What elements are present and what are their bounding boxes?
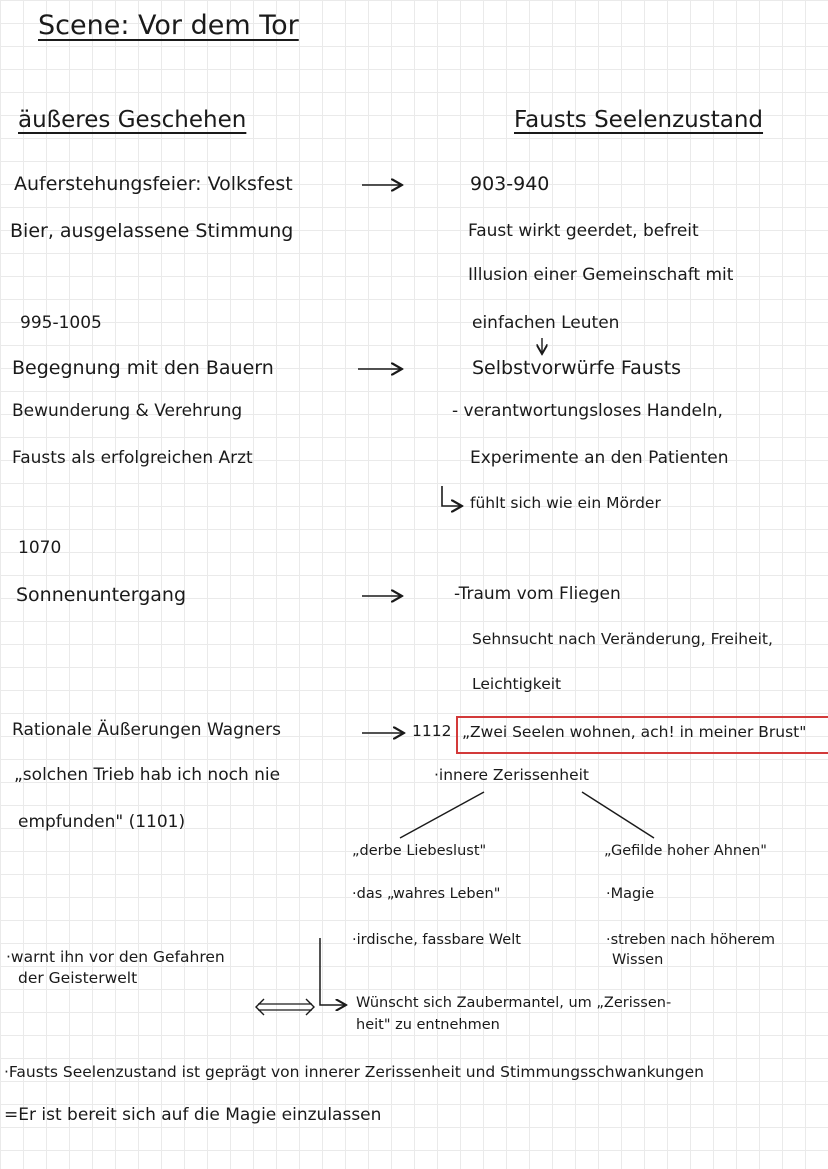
arrow-bent-right-icon (442, 486, 462, 506)
wish-line-2: heit" zu entnehmen (356, 1017, 500, 1033)
right-line-10: Sehnsucht nach Veränderung, Freiheit, (472, 630, 773, 648)
branch-lines (400, 792, 654, 838)
branch-left-3: ·irdische, fassbare Welt (352, 932, 521, 948)
heading-right: Fausts Seelenzustand (514, 107, 764, 133)
branch-right-3: ·streben nach höherem (606, 932, 776, 948)
right-line-11: Leichtigkeit (472, 675, 562, 693)
branch-left-1: „derbe Liebeslust" (352, 843, 487, 859)
left-line-2: Bier, ausgelassene Stimmung (10, 220, 294, 242)
right-line-7: Experimente an den Patienten (470, 448, 729, 468)
conclusion-line-2: =Er ist bereit sich auf die Magie einzulassen (4, 1105, 382, 1125)
branch-right-2: ·Magie (606, 886, 655, 902)
right-line-4: einfachen Leuten (472, 313, 620, 333)
left-line-13: der Geisterwelt (18, 969, 138, 987)
double-arrow-icon (256, 999, 314, 1015)
page-title: Scene: Vor dem Tor (38, 10, 299, 41)
conclusion-line-1: ·Fausts Seelenzustand ist geprägt von innerer Zerissenheit und Stimmungsschwankungen (4, 1063, 704, 1081)
verse-reference: 1112 (412, 722, 452, 740)
heading-left: äußeres Geschehen (18, 107, 247, 133)
left-line-11: empfunden" (1101) (18, 812, 186, 832)
left-line-4: Begegnung mit den Bauern (12, 357, 274, 379)
right-line-12: ·innere Zerissenheit (434, 766, 589, 784)
branch-right-1: „Gefilde hoher Ahnen" (604, 843, 767, 859)
right-line-1: 903-940 (470, 173, 550, 195)
left-line-3: 995-1005 (20, 313, 102, 333)
left-line-5: Bewunderung & Verehrung (12, 401, 243, 421)
quote-text: „Zwei Seelen wohnen, ach! in meiner Brust" (462, 723, 807, 741)
right-line-5: Selbstvorwürfe Fausts (472, 357, 682, 379)
left-line-12: ·warnt ihn vor den Gefahren (6, 948, 225, 966)
left-line-1: Auferstehungsfeier: Volksfest (14, 173, 293, 195)
left-line-10: „solchen Trieb hab ich noch nie (14, 765, 281, 785)
right-line-8: fühlt sich wie ein Mörder (470, 494, 661, 512)
right-line-6: - verantwortungsloses Handeln, (452, 401, 723, 421)
right-line-2: Faust wirkt geerdet, befreit (468, 221, 699, 241)
right-line-3: Illusion einer Gemeinschaft mit (468, 265, 734, 285)
left-line-7: 1070 (18, 538, 62, 558)
left-line-8: Sonnenuntergang (16, 584, 187, 606)
right-line-9: -Traum vom Fliegen (454, 584, 621, 604)
branch-right-4: Wissen (612, 952, 664, 968)
branch-left-2: ·das „wahres Leben" (352, 886, 501, 902)
wish-line-1: Wünscht sich Zaubermantel, um „Zerissen- (356, 995, 672, 1011)
left-line-6: Fausts als erfolgreichen Arzt (12, 448, 253, 468)
arrow-bent-right-icon (320, 938, 346, 1005)
left-line-9: Rationale Äußerungen Wagners (12, 720, 281, 740)
